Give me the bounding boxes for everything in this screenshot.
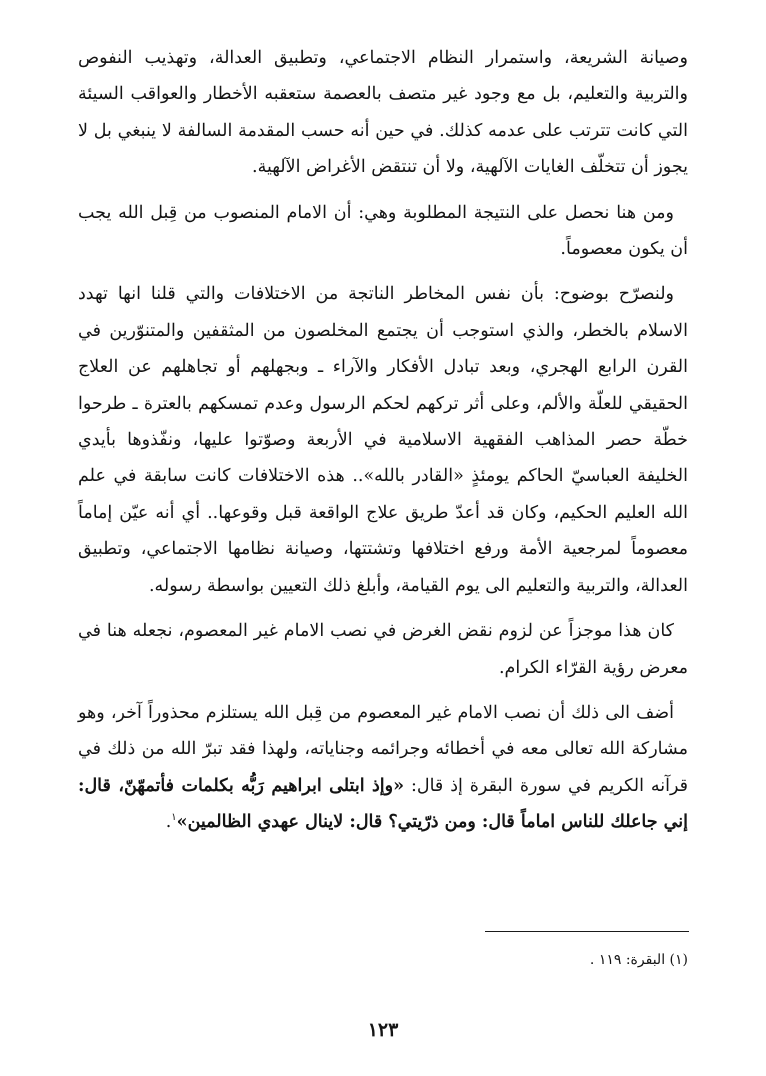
paragraph-5-end: .: [165, 812, 172, 833]
paragraph-5: [78, 695, 688, 841]
footnote: (١) البقرة: ١١٩ .: [589, 952, 688, 968]
footnote-separator: [485, 931, 689, 932]
paragraph-4: كان هذا موجزاً عن لزوم نقض الغرض في نصب الامام غير المعصوم، نجعله هنا في معرض رؤية القرّاء الكرام.: [78, 621, 688, 678]
paragraph-5-text: أضف الى ذلك أن نصب الامام غير المعصوم من قِبل الله يستلزم محذوراً آخر، وهو مشاركة الله تعالى معه في أخطائه وجرائمه وجناياته، ولهذا فقد تبرّ الله من ذلك في قرآنه الكريم في سورة البقرة إذ قال:: [78, 702, 688, 796]
quran-quote: «وإذ ابتلى ابراهيم رَبُّه بكلمات فأتمهّنّ، قال: إني جاعلك للناس اماماً قال: ومن ذرّيتي؟ قال: لاينال عهدي الظالمين»: [78, 775, 688, 833]
paragraph-2: ومن هنا نحصل على النتيجة المطلوبة وهي: أن الامام المنصوب من قِبل الله يجب أن يكون معصوماً.: [78, 202, 688, 260]
body-text: [78, 40, 688, 850]
paragraph-3: ولنصرّح بوضوح: بأن نفس المخاطر الناتجة من الاختلافات والتي قلنا انها تهدد الاسلام بالخطر، والذي استوجب أن يجتمع المخلصون من المثقفين والمتنوّرين في القرن الرابع الهجري، وبعد تبادل الأفكار والآراء ـ وبجهلهم أو تجاهلهم عن العلاج الحقيقي للعلّة والألم، وعلى أثر تركهم لحكم الرسول وعدم تمسكهم بالعترة ـ طرحوا خطّة حصر المذاهب الفقهية الاسلامية في الأربعة وصوّتوا عليها، ونفّذوها بأيدي الخليفة العباسيّ الحاكم يومئذٍ «القادر بالله».. هذه الاختلافات كانت سابقة في علم الله العليم الحكيم، وكان قد أعدّ طريق علاج الواقعة قبل وقوعها.. أي أنه عيّن إماماً معصوماً لمرجعية الأمة ورفع اختلافها وتشتتها، وصيانة نظامها الاجتماعي، وتطبيق العدالة، والتربية والتعليم الى يوم القيامة، وأبلغ ذلك التعيين بواسطة رسوله.: [78, 284, 688, 596]
paragraph-1: وصيانة الشريعة، واستمرار النظام الاجتماعي، وتطبيق العدالة، وتهذيب النفوص والتربية والتعليم، بل مع وجود غير متصف بالعصمة ستعقبه الأخطار والعواقب السيئة التي كانت تترتب على عدمه كذلك. في حين أنه حسب المقدمة السالفة لا ينبغي بل لا يجوز أن تتخلّف الغايات الآلهية، ولا أن تنتقض الأغراض الآلهية.: [78, 48, 688, 178]
page-number: ١٢٣: [367, 1019, 399, 1041]
footnote-reference: ١: [171, 812, 177, 824]
